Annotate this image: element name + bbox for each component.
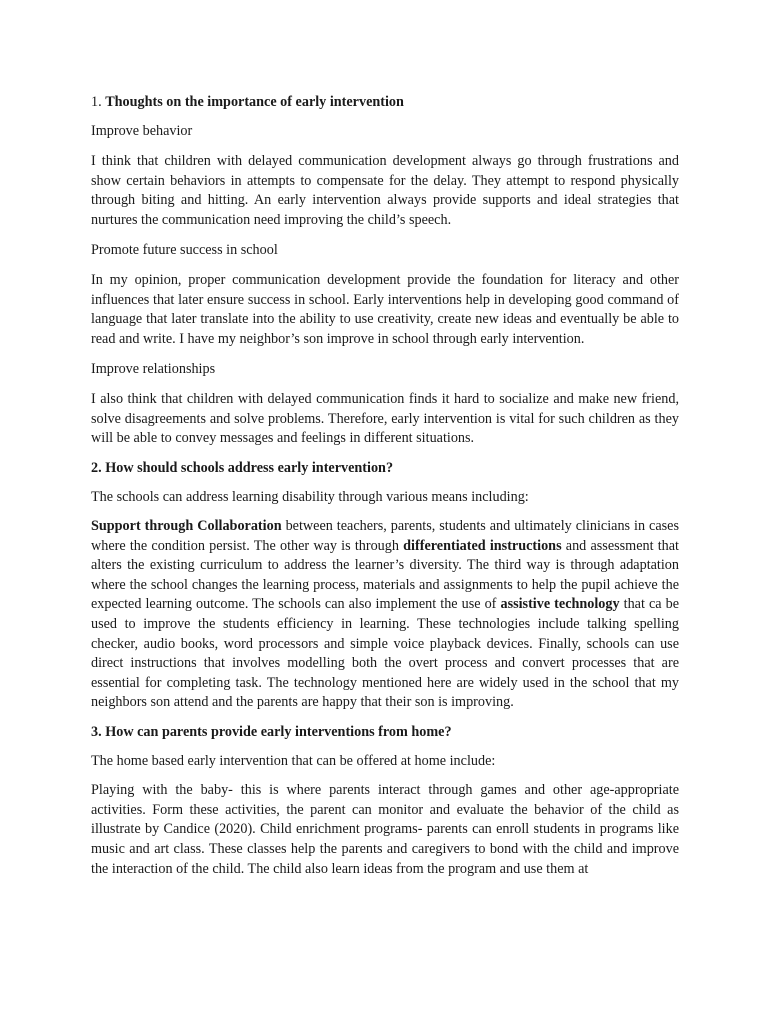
text-run-1: between teachers, parents, students and ultimately clinicians in cases where the condition persist. The other way is through xyxy=(91,518,679,554)
text-run-2: and assessment that alters the existing curriculum to address the learner’s diversity. The third way is through adaptation where the school changes the learning process, materials and assignments to help the pupil achieve the expected learning outcome. The schools can also implement the use of xyxy=(91,537,680,613)
paragraph-relationships: I also think that children with delayed communication finds it hard to socialize and make new friend, solve disagreements and solve problems. Therefore, early intervention is vital for such children as they will be able to convey messages and feelings in different situations. xyxy=(91,391,679,447)
section-1-heading xyxy=(91,93,679,113)
paragraph-future-success: In my opinion, proper communication development provide the foundation for literacy and other influences that later ensure success in school. Early interventions help in developing good command of language that later translate into the ability to use creativity, create new ideas and eventually be able to read and write. I have my neighbor’s son improve in school through early intervention. xyxy=(91,272,679,347)
section-3-intro: The home based early intervention that can be offered at home include: xyxy=(91,752,496,769)
subheading-improve-behavior: Improve behavior xyxy=(91,122,193,139)
paragraph-school-strategies xyxy=(91,517,679,713)
subheading-future-success: Promote future success in school xyxy=(91,241,278,258)
section-3-heading: 3. How can parents provide early interventions from home? xyxy=(91,724,452,741)
bold-assistive: assistive technology xyxy=(500,596,620,613)
paragraph-home-interventions: Playing with the baby- this is where parents interact through games and other age-appropriate activities. Form these activities, the parent can monitor and evaluate the behavior of the child as illustrate by Candice (2020). Child enrichment programs- parents can enroll students in programs like music and art class. These classes help the parents and caregivers to bond with the child and improve the interaction of the child. The child also learn ideas from the program and use them at xyxy=(91,782,679,877)
section-2-heading: 2. How should schools address early intervention? xyxy=(91,459,394,476)
bold-differentiated: differentiated instructions xyxy=(403,537,562,554)
section-2-intro: The schools can address learning disability through various means including: xyxy=(91,488,529,505)
text-run-3: that ca be used to improve the students efficiency in learning. These technologies include talking spelling checker, audio books, word processors and simple voice playback devices. Finally, schools can use direct instructions that involves modelling both the overt process and convert processes that are essential for completing task. The technology mentioned here are widely used in the school that my neighbors son attend and the parents are happy that their son is improving. xyxy=(91,596,679,711)
subheading-relationships: Improve relationships xyxy=(91,360,216,377)
section-1-title: Thoughts on the importance of early intervention xyxy=(105,94,404,110)
section-1-number: 1. xyxy=(91,94,106,110)
paragraph-improve-behavior: I think that children with delayed communication development always go through frustrations and show certain behaviors in attempts to compensate for the delay. They attempt to respond physically through biting and hitting. An early intervention always provide supports and ideal strategies that nurtures the communication need improving the child’s speech. xyxy=(91,153,679,228)
bold-collaboration: Support through Collaboration xyxy=(91,518,282,535)
